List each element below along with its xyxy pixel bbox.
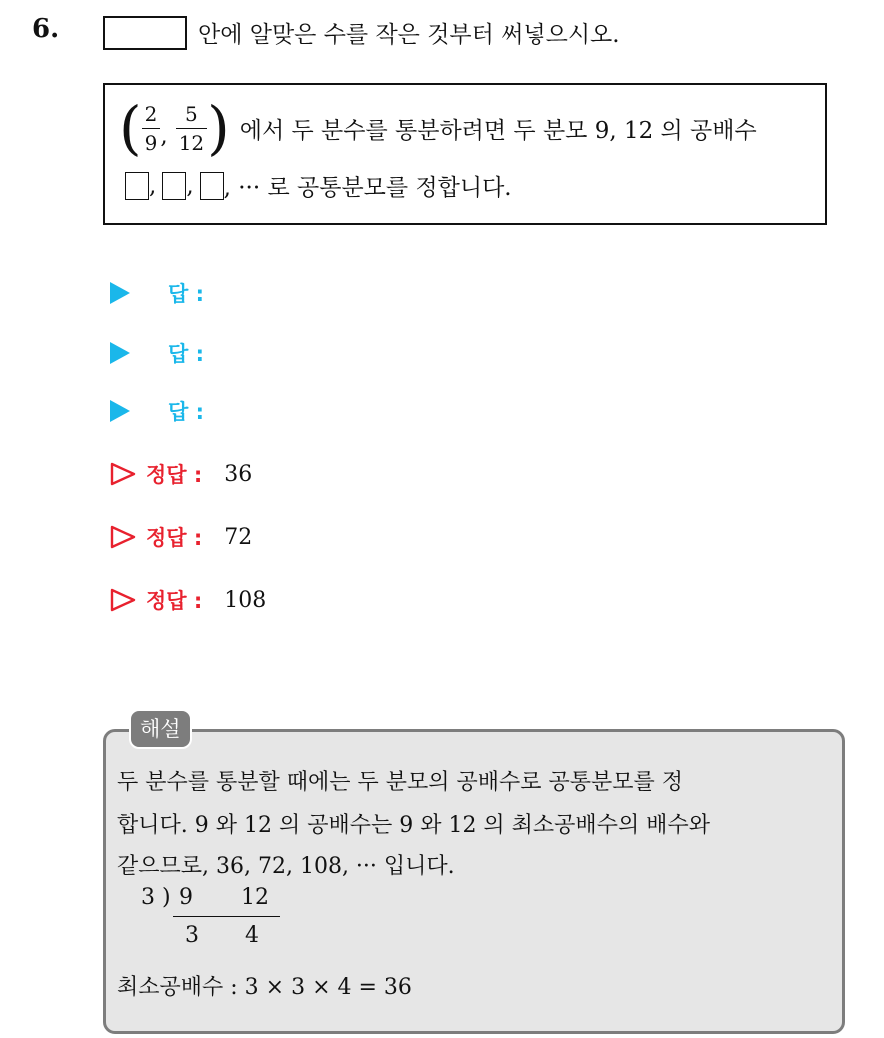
question-number: 6.: [32, 14, 60, 44]
close-paren: ): [207, 94, 230, 162]
answer-label: 답 :: [168, 282, 204, 306]
answer-row-3[interactable]: [110, 396, 204, 426]
correct-answer-label: 정답 :: [146, 589, 203, 613]
correct-answer-row-1: [110, 459, 252, 489]
fraction-denominator: 12: [178, 130, 205, 155]
blank-box-3: [200, 172, 224, 200]
correct-answer-value: 72: [224, 524, 253, 550]
division-table: [135, 885, 295, 955]
division-divisor: 3 ): [141, 885, 171, 910]
blank-sep-1: ,: [149, 172, 157, 199]
division-line: [173, 916, 280, 917]
answer-row-2[interactable]: [110, 338, 204, 368]
open-paren: (: [119, 94, 142, 162]
correct-answer-label: 정답 :: [146, 463, 203, 487]
blank-sep-2: ,: [186, 172, 194, 199]
lcm-line: 최소공배수 : 3 × 3 × 4 = 36: [117, 975, 412, 1000]
division-top-right: 12: [241, 885, 269, 910]
correct-answer-label: 정답 :: [146, 526, 203, 550]
answer-label: 답 :: [168, 400, 204, 424]
division-bottom-left: 3: [185, 923, 199, 948]
correct-answer-value: 108: [224, 587, 267, 613]
condition-text-1: 에서 두 분수를 통분하려면 두 분모 9, 12 의 공배수: [239, 117, 757, 144]
fraction-numerator: 2: [142, 104, 161, 129]
fraction-comma: ,: [160, 123, 168, 149]
condition-line-2: [125, 169, 512, 202]
fraction-5-12: [176, 101, 207, 155]
play-triangle-icon: [110, 342, 130, 364]
condition-text-2: , ··· 로 공통분모를 정합니다.: [223, 175, 512, 201]
explanation-line-1: 두 분수를 통분할 때에는 두 분모의 공배수로 공통분모를 정: [117, 770, 683, 795]
correct-answer-row-2: [110, 522, 252, 552]
blank-box-2: [162, 172, 186, 200]
fraction-2-9: [142, 101, 161, 155]
division-top-left: 9: [179, 885, 193, 910]
blank-box-1: [125, 172, 149, 200]
outline-triangle-icon: [110, 588, 136, 612]
answer-label: 답 :: [168, 342, 204, 366]
answer-row-1[interactable]: [110, 278, 204, 308]
correct-answer-row-3: [110, 585, 266, 615]
explanation-tag: 해설: [129, 709, 192, 749]
condition-box: [103, 83, 827, 225]
answer-blank-box: [103, 16, 187, 50]
question-text: 안에 알맞은 수를 작은 것부터 써넣으시오.: [198, 22, 620, 48]
fraction-denominator: 9: [144, 130, 158, 155]
correct-answer-value: 36: [224, 461, 253, 487]
play-triangle-icon: [110, 282, 130, 304]
explanation-line-3: 같으므로, 36, 72, 108, ··· 입니다.: [117, 854, 455, 879]
explanation-line-2: 합니다. 9 와 12 의 공배수는 9 와 12 의 최소공배수의 배수와: [117, 813, 710, 838]
division-bottom-right: 4: [245, 923, 259, 948]
play-triangle-icon: [110, 400, 130, 422]
outline-triangle-icon: [110, 525, 136, 549]
outline-triangle-icon: [110, 462, 136, 486]
fraction-numerator: 5: [176, 104, 207, 129]
condition-line-1: [119, 94, 757, 162]
